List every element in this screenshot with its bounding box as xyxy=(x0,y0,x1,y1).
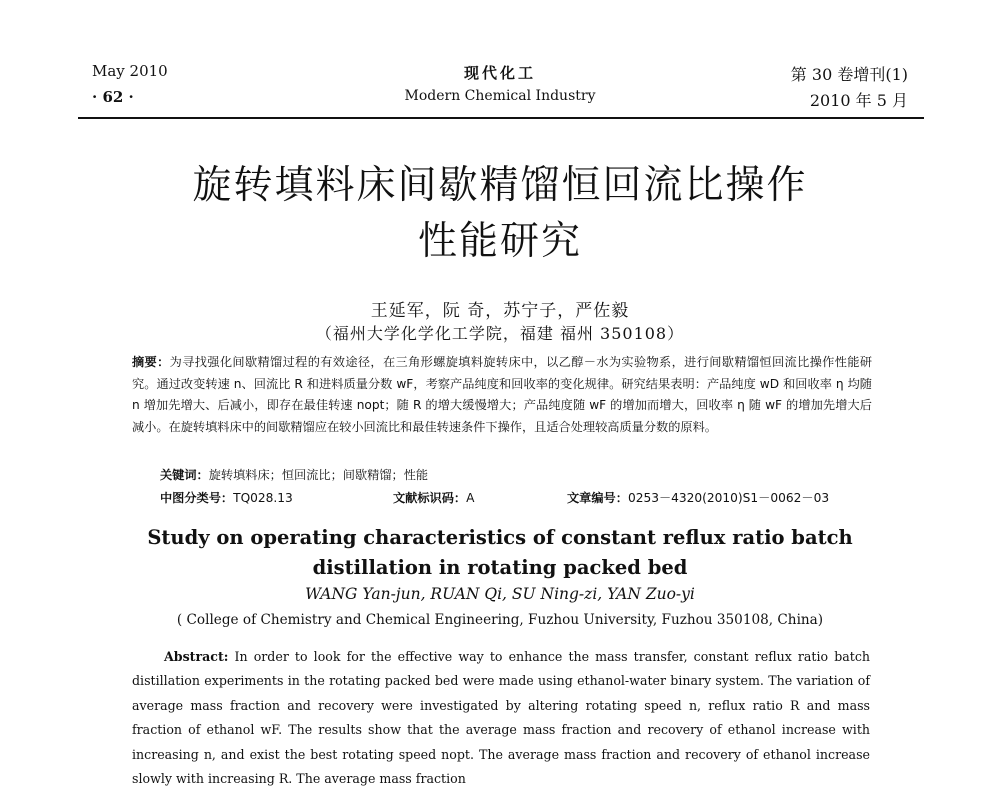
en-abstract xyxy=(132,645,870,791)
header-page-number: · 62 · xyxy=(92,88,134,106)
cn-keywords xyxy=(160,466,428,483)
cn-title xyxy=(0,158,1000,270)
header-journal-en: Modern Chemical Industry xyxy=(404,88,596,104)
cn-abstract-text: 为寻找强化间歇精馏过程的有效途径，在三角形螺旋填料旋转床中，以乙醇－水为实验物系，进行间歇精馏恒回流比操作性能研究。通过改变转速 n、回流比 R 和进料质量分数 wF，考察产品纯度和回收率的变化规律。研究结果表明：产品纯度 wD 和回收率 η 均随 n 增加先增大、后减小，即存在最佳转速 nopt；随 R 的增大缓慢增大；产品纯度随 wF 的增加而增大，回收率 η 随 wF 的增加先增大后减小。在旋转填料床中的间歇精馏应在较小回流比和最佳转速条件下操作，且适合处理较高质量分数的原料。 xyxy=(132,355,873,434)
header-volume-cn: 第 30 卷增刊(1) xyxy=(790,65,908,84)
cn-keywords-text: 旋转填料床；恒回流比；间歇精馏；性能 xyxy=(208,468,429,482)
header-rule xyxy=(78,117,924,119)
cn-title-line-2: 性能研究 xyxy=(417,219,582,264)
article-no-label: 文章编号： xyxy=(567,491,628,505)
clc-number xyxy=(160,489,293,506)
cn-keywords-label: 关键词： xyxy=(160,468,209,482)
clc-label: 中图分类号： xyxy=(160,491,234,505)
en-abstract-label: Abstract: xyxy=(164,649,229,664)
cn-abstract-label: 摘要： xyxy=(132,355,170,369)
cn-authors: 王延军，阮 奇，苏宁子，严佐毅 xyxy=(370,301,630,321)
doc-code-label: 文献标识码： xyxy=(393,491,467,505)
document-code xyxy=(393,489,474,506)
en-title xyxy=(0,523,1000,583)
cn-abstract xyxy=(132,352,872,438)
header-date-en: May 2010 xyxy=(92,62,168,80)
cn-title-line-1: 旋转填料床间歇精馏恒回流比操作 xyxy=(192,163,808,208)
article-number xyxy=(567,489,829,506)
en-title-line-1: Study on operating characteristics of constant reflux ratio batch xyxy=(147,526,853,549)
cn-affiliation: （福州大学化学化工学院，福建 福州 350108） xyxy=(315,324,685,343)
en-affiliation: ( College of Chemistry and Chemical Engineering, Fuzhou University, Fuzhou 350108, China) xyxy=(176,612,824,628)
en-abstract-text: In order to look for the effective way to enhance the mass transfer, constant reflux ratio batch distillation experiments in the rotating packed bed were made using ethanol-water binary system. The variation of average mass fraction and recovery were investigated by altering rotating speed n, reflux ratio R and mass fraction of ethanol wF. The results show that the average mass fraction and recovery of ethanol increase with increasing n, and exist the best rotating speed nopt. The average mass fraction and recovery of ethanol increase slowly with increasing R. The average mass fraction xyxy=(132,649,870,787)
article-no-value: 0253－4320(2010)S1－0062－03 xyxy=(627,491,830,505)
header-journal-cn: 现代化工 xyxy=(463,64,536,82)
en-title-line-2: distillation in rotating packed bed xyxy=(312,556,688,579)
header-date-cn: 2010 年 5 月 xyxy=(809,91,908,110)
en-authors: WANG Yan-jun, RUAN Qi, SU Ning-zi, YAN Zuo-yi xyxy=(305,585,695,603)
clc-value: TQ028.13 xyxy=(233,491,293,505)
doc-code-value: A xyxy=(466,491,475,505)
